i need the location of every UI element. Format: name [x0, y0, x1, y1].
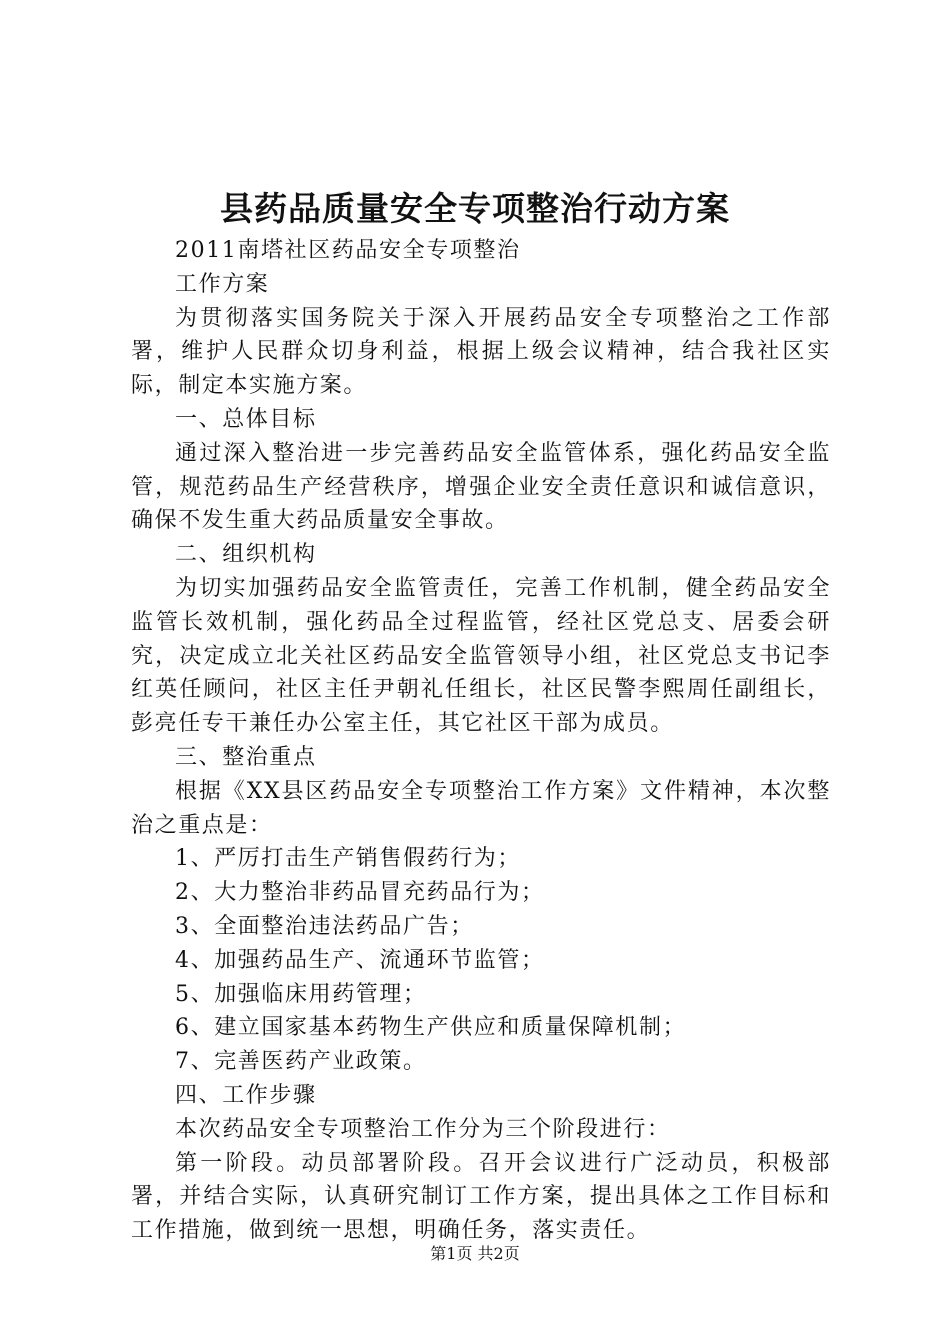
- paragraph-steps-intro: 本次药品安全专项整治工作分为三个阶段进行：: [175, 1116, 671, 1142]
- list-item: 6、建立国家基本药物生产供应和质量保障机制；: [175, 1015, 687, 1041]
- document-body: [131, 234, 831, 1248]
- section-heading-organization: 二、组织机构: [175, 542, 317, 568]
- paragraph-heading-year: 2011南塔社区药品安全专项整治: [175, 238, 521, 263]
- document-title: 县药品质量安全专项整治行动方案: [220, 189, 730, 228]
- paragraph-focus: 根据《XX县区药品安全专项整治工作方案》文件精神，本次整治之重点是：: [131, 778, 831, 838]
- paragraph-goal: 通过深入整治进一步完善药品安全监管体系，强化药品安全监管，规范药品生产经营秩序，增强企业安全责任意识和诚信意识，确保不发生重大药品质量安全事故。: [131, 440, 831, 534]
- paragraph-stage-one: 第一阶段。动员部署阶段。召开会议进行广泛动员，积极部署，并结合实际，认真研究制订工作方案，提出具体之工作目标和工作措施，做到统一思想，明确任务，落实责任。: [131, 1150, 831, 1244]
- section-heading-focus: 三、整治重点: [175, 744, 317, 770]
- page-footer: [0, 1243, 950, 1265]
- paragraph-heading-plan: 工作方案: [175, 271, 270, 297]
- list-item: 3、全面整治违法药品广告；: [175, 913, 474, 939]
- list-item: 2、大力整治非药品冒充药品行为；: [175, 880, 545, 906]
- section-heading-goal: 一、总体目标: [175, 406, 317, 432]
- paragraph-intro: 为贯彻落实国务院关于深入开展药品安全专项整治之工作部署，维护人民群众切身利益，根据上级会议精神，结合我社区实际，制定本实施方案。: [131, 305, 831, 399]
- list-item: 7、完善医药产业政策。: [175, 1049, 427, 1075]
- list-item: 1、严厉打击生产销售假药行为；: [175, 846, 521, 872]
- page-number-label: 第1页 共2页: [430, 1244, 520, 1263]
- section-heading-steps: 四、工作步骤: [175, 1082, 317, 1108]
- paragraph-organization: 为切实加强药品安全监管责任，完善工作机制，健全药品安全监管长效机制，强化药品全过程监管，经社区党总支、居委会研究，决定成立北关社区药品安全监管领导小组，社区党总支书记李红英任顾问，社区主任尹朝礼任组长，社区民警李熙周任副组长，彭亮任专干兼任办公室主任，其它社区干部为成员。: [131, 575, 831, 737]
- list-item: 4、加强药品生产、流通环节监管；: [175, 947, 545, 973]
- list-item: 5、加强临床用药管理；: [175, 981, 427, 1007]
